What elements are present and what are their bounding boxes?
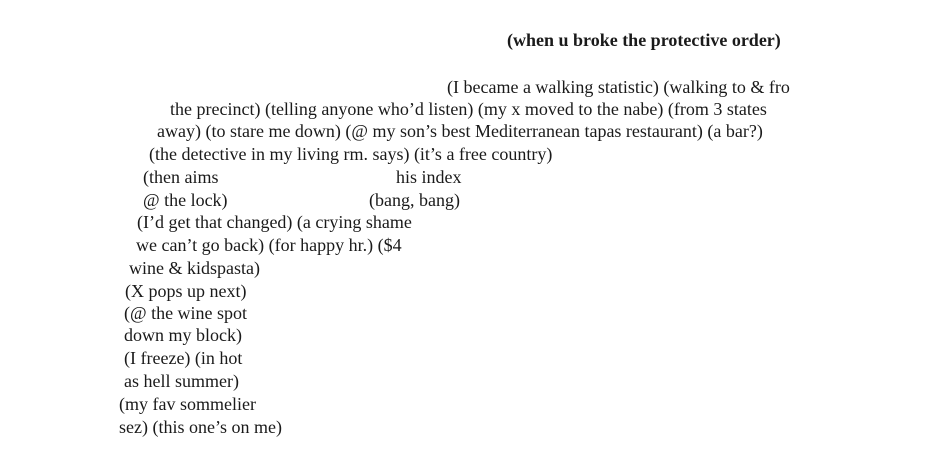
poem-line: (my fav sommelier bbox=[119, 394, 256, 414]
poem-line: we can’t go back) (for happy hr.) ($4 bbox=[136, 235, 402, 255]
poem-line: @ the lock) bbox=[143, 190, 228, 210]
poem-line: wine & kidspasta) bbox=[129, 258, 260, 278]
poem-line: sez) (this one’s on me) bbox=[119, 417, 282, 437]
poem-line: (I freeze) (in hot bbox=[124, 348, 243, 368]
poem-line: (then aims bbox=[143, 167, 219, 187]
poem-line: his index bbox=[396, 167, 462, 187]
poem-line: (I’d get that changed) (a crying shame bbox=[137, 212, 412, 232]
poem-line: away) (to stare me down) (@ my son’s best Mediterranean tapas restaurant) (a bar?) bbox=[157, 121, 763, 141]
poem-line: (I became a walking statistic) (walking to & fro bbox=[447, 77, 790, 97]
poem-line: as hell summer) bbox=[124, 371, 239, 391]
poem-line: (bang, bang) bbox=[369, 190, 460, 210]
poem-line: (the detective in my living rm. says) (it’s a free country) bbox=[149, 144, 553, 164]
poem-line: the precinct) (telling anyone who’d listen) (my x moved to the nabe) (from 3 states bbox=[170, 99, 767, 119]
poem-line: down my block) bbox=[124, 325, 242, 345]
poem-line: (@ the wine spot bbox=[124, 303, 248, 323]
poem-line: (X pops up next) bbox=[125, 281, 247, 301]
poem-title: (when u broke the protective order) bbox=[507, 30, 781, 50]
